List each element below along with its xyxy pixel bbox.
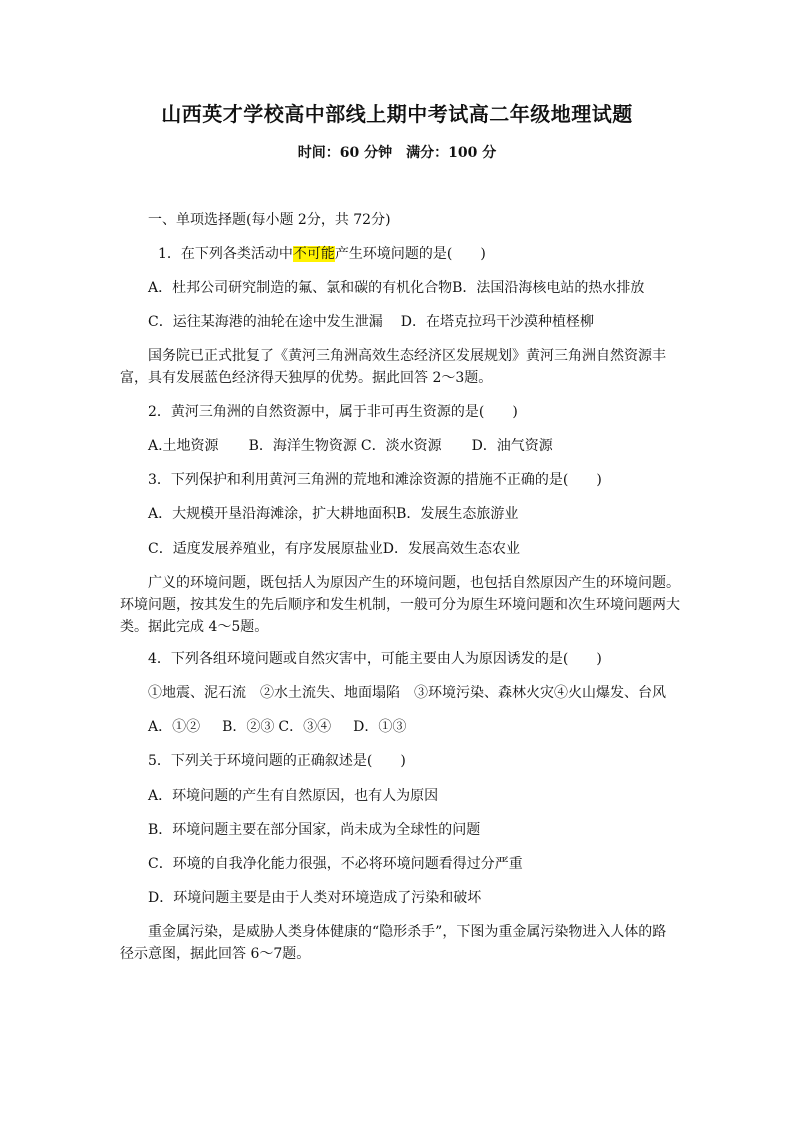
question-1-prefix: 1．在下列各类活动中 <box>158 246 293 262</box>
question-1-option-c: C．运往某海港的油轮在途中发生泄漏 <box>148 314 383 330</box>
question-3-option-d: D．发展高效生态农业 <box>382 541 520 557</box>
question-1-suffix: 产生环境问题的是( ) <box>334 246 486 262</box>
question-4-option-a: A．①② <box>148 719 201 735</box>
question-2-option-a: A.土地资源 <box>148 438 219 454</box>
question-1-option-a: A．杜邦公司研究制造的氟、氯和碳的有机化合物 <box>148 280 453 296</box>
question-2-options <box>148 437 553 455</box>
question-1-option-b: B．法国沿海核电站的热水排放 <box>452 280 645 296</box>
question-1-highlight: 不可能 <box>292 246 335 262</box>
question-5-stem: 5．下列关于环境问题的正确叙述是( ) <box>148 753 406 769</box>
question-4-items: ①地震、泥石流 ②水土流失、地面塌陷 ③环境污染、森林火灾④火山爆发、台风 <box>148 685 666 701</box>
question-4-option-d: D．①③ <box>353 719 407 735</box>
question-4-stem: 4．下列各组环境问题或自然灾害中，可能主要由人为原因诱发的是( ) <box>148 651 602 667</box>
section-heading: 一、单项选择题(每小题 2分，共 72分) <box>148 212 391 228</box>
question-3-option-b: B．发展生态旅游业 <box>396 506 519 522</box>
question-2-option-c: C．淡水资源 <box>360 438 442 454</box>
question-3-stem: 3．下列保护和利用黄河三角洲的荒地和滩涂资源的措施不正确的是( ) <box>148 472 602 488</box>
question-4-option-c: C．③④ <box>278 719 332 735</box>
question-1-stem <box>158 245 486 263</box>
question-1-options-cd <box>148 313 594 331</box>
exam-score: 满分：100 分 <box>406 145 497 161</box>
question-3-options-cd <box>148 540 520 558</box>
question-2-option-d: D．油气资源 <box>471 438 553 454</box>
question-2-stem: 2．黄河三角洲的自然资源中，属于非可再生资源的是( ) <box>148 404 518 420</box>
passage-3: 重金属污染，是威胁人类身体健康的“隐形杀手”，下图为重金属污染物进入人体的路径示意图，据此回答 6～7题。 <box>120 924 667 962</box>
question-5-option-a: A．环境问题的产生有自然原因，也有人为原因 <box>148 788 439 804</box>
exam-time: 时间：60 分钟 <box>297 145 393 161</box>
question-1-options-ab <box>148 279 644 297</box>
question-1-option-d: D．在塔克拉玛干沙漠种植柽柳 <box>400 314 594 330</box>
question-4-options <box>148 718 406 736</box>
question-5-option-c: C．环境的自我净化能力很强，不必将环境问题看得过分严重 <box>148 856 523 872</box>
passage-1: 国务院已正式批复了《黄河三角洲高效生态经济区发展规划》黄河三角洲自然资源丰富，具有发展蓝色经济得天独厚的优势。据此回答 2～3题。 <box>120 348 666 386</box>
question-3-option-c: C．适度发展养殖业，有序发展原盐业 <box>148 541 383 557</box>
passage-2: 广义的环境问题，既包括人为原因产生的环境问题，也包括自然原因产生的环境问题。环境问题，按其发生的先后顺序和发生机制，一般可分为原生环境问题和次生环境问题两大类。据此完成 4～5题。 <box>120 575 680 635</box>
question-3-option-a: A．大规模开垦沿海滩涂，扩大耕地面积 <box>148 506 397 522</box>
question-5-option-b: B．环境问题主要在部分国家，尚未成为全球性的问题 <box>148 822 481 838</box>
question-5-option-d: D．环境问题主要是由于人类对环境造成了污染和破坏 <box>148 890 482 906</box>
page-title: 山西英才学校高中部线上期中考试高二年级地理试题 <box>161 102 633 126</box>
question-2-option-b: B．海洋生物资源 <box>248 438 357 454</box>
question-3-options-ab <box>148 505 518 523</box>
question-4-option-b: B．②③ <box>222 719 275 735</box>
exam-meta <box>0 142 794 162</box>
